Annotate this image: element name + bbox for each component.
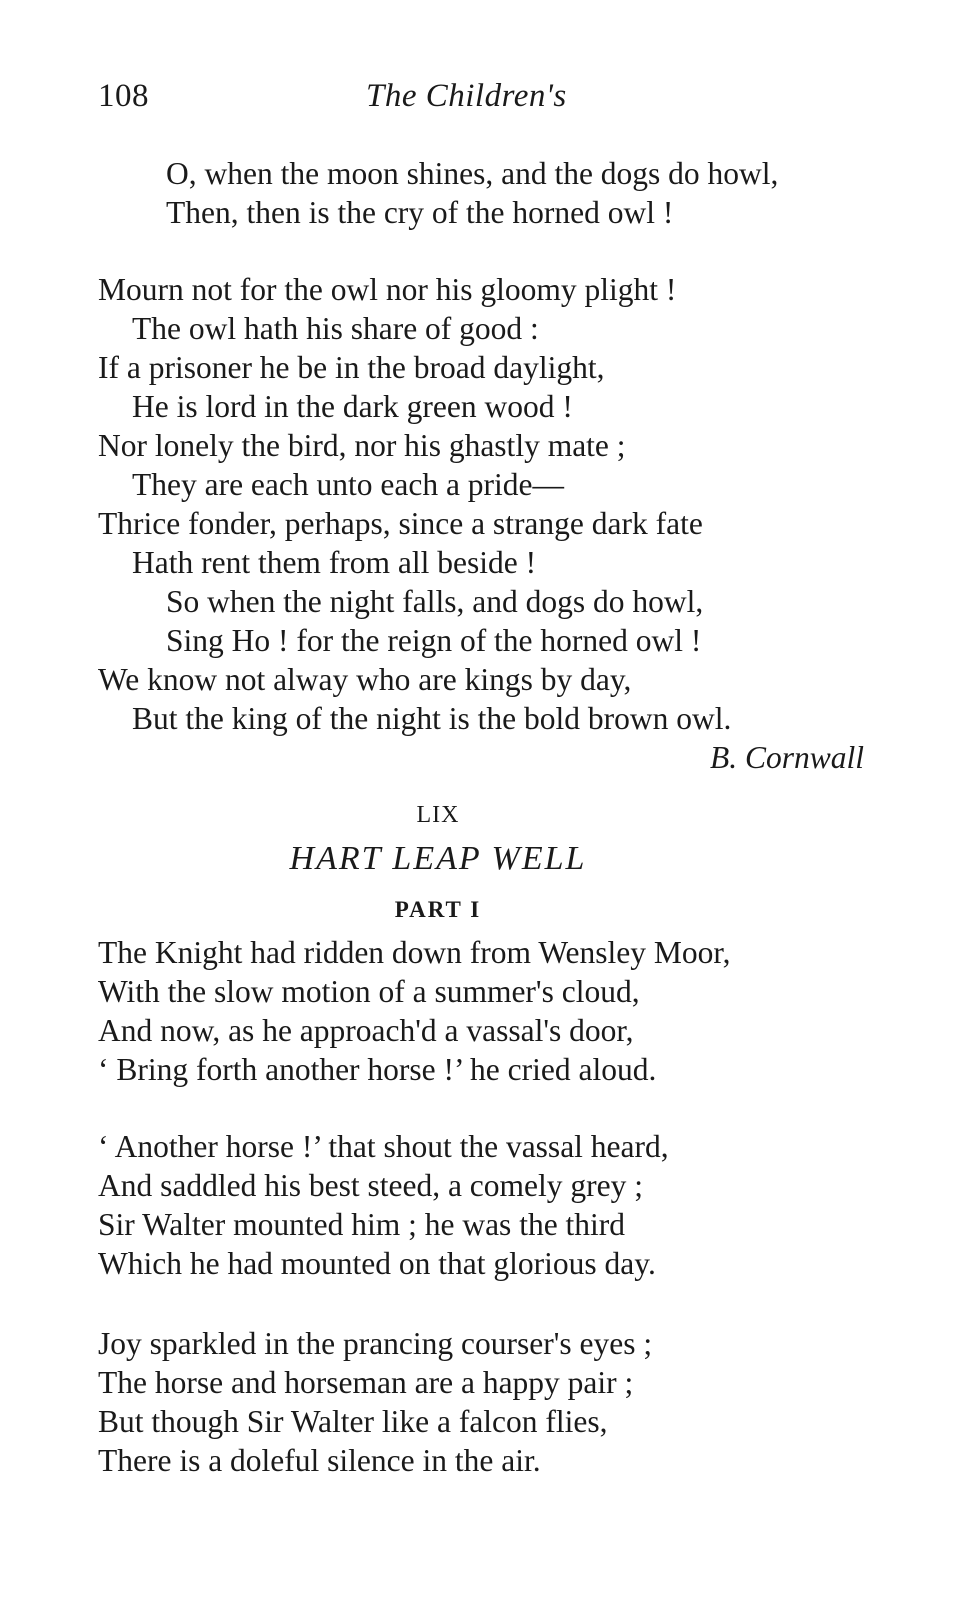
verse-line: And now, as he approach'd a vassal's door, [98, 1013, 634, 1048]
verse-line: Mourn not for the owl nor his gloomy plight ! [98, 272, 677, 307]
verse-line: And saddled his best steed, a comely grey ; [98, 1168, 643, 1203]
verse-line: The Knight had ridden down from Wensley Moor, [98, 935, 731, 970]
verse-line: Sir Walter mounted him ; he was the third [98, 1207, 626, 1242]
running-title: The Children's [366, 78, 567, 114]
poem-number: LIX [416, 802, 460, 828]
verse-line: O, when the moon shines, and the dogs do howl, [166, 156, 779, 191]
verse-line: Sing Ho ! for the reign of the horned owl ! [166, 623, 702, 658]
verse-line: Which he had mounted on that glorious day. [98, 1246, 656, 1281]
verse-line: Then, then is the cry of the horned owl ! [166, 195, 674, 230]
verse-line: We know not alway who are kings by day, [98, 662, 632, 697]
verse-line: He is lord in the dark green wood ! [132, 389, 573, 424]
verse-line: But though Sir Walter like a falcon flies, [98, 1404, 608, 1439]
verse-line: They are each unto each a pride— [132, 467, 565, 502]
verse-line: With the slow motion of a summer's cloud, [98, 974, 640, 1009]
poem-title: HART LEAP WELL [289, 840, 587, 877]
verse-line: The owl hath his share of good : [132, 311, 539, 346]
page-number: 108 [98, 78, 149, 114]
part-label: PART I [394, 897, 482, 922]
verse-line: There is a doleful silence in the air. [98, 1443, 541, 1478]
verse-line: Hath rent them from all beside ! [132, 545, 537, 580]
verse-line: ‘ Bring forth another horse !’ he cried aloud. [98, 1052, 657, 1087]
verse-line: Joy sparkled in the prancing courser's eyes ; [98, 1326, 653, 1361]
verse-line: ‘ Another horse !’ that shout the vassal heard, [98, 1129, 669, 1164]
verse-line: Thrice fonder, perhaps, since a strange dark fate [98, 506, 703, 541]
verse-line: Nor lonely the bird, nor his ghastly mate ; [98, 428, 626, 463]
page-header [98, 78, 858, 128]
author-attribution: B. Cornwall [709, 740, 864, 775]
verse-line: The horse and horseman are a happy pair ; [98, 1365, 634, 1400]
verse-line: If a prisoner he be in the broad daylight, [98, 350, 605, 385]
verse-line: So when the night falls, and dogs do howl, [166, 584, 704, 619]
verse-line: But the king of the night is the bold brown owl. [132, 701, 732, 736]
